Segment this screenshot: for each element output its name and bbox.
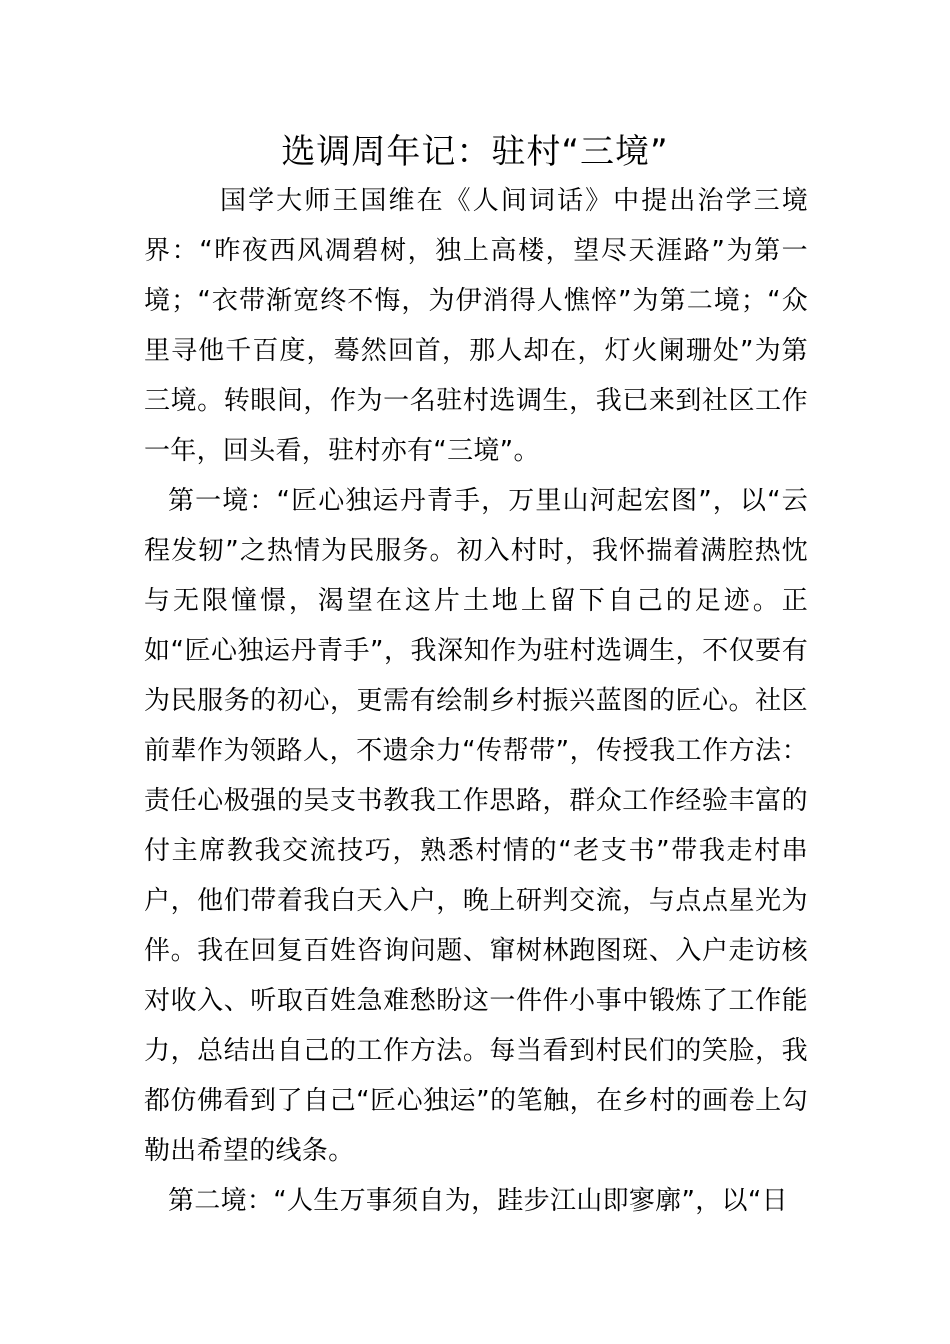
paragraph-first-realm: 第一境：“匠心独运丹青手，万里山河起宏图”，以“云程发轫”之热情为民服务。初入村时，我怀揣着满腔热忱与无限憧憬，渴望在这片土地上留下自己的足迹。正如“匠心独运丹青手”，我深知作为驻村选调生，不仅要有为民服务的初心，更需有绘制乡村振兴蓝图的匠心。社区前辈作为领路人，不遗余力“传帮带”，传授我工作方法：责任心极强的吴支书教我工作思路，群众工作经验丰富的付主席教我交流技巧，熟悉村情的“老支书”带我走村串户，他们带着我白天入户，晚上研判交流，与点点星光为伴。我在回复百姓咨询问题、窜树林跑图斑、入户走访核对收入、听取百姓急难愁盼这一件件小事中锻炼了工作能力，总结出自己的工作方法。每当看到村民们的笑脸，我都仿佛看到了自己“匠心独运”的笔触，在乡村的画卷上勾勒出希望的线条。	[144, 486, 808, 1166]
paragraph-intro: 国学大师王国维在《人间词话》中提出治学三境界：“昨夜西风凋碧树，独上高楼，望尽天涯路”为第一境；“衣带渐宽终不悔，为伊消得人憔悴”为第二境；“众里寻他千百度，蓦然回首，那人却在，灯火阑珊处”为第三境。转眼间，作为一名驻村选调生，我已来到社区工作一年，回头看，驻村亦有“三境”。	[144, 186, 808, 466]
document-title: 选调周年记：驻村“三境”	[281, 132, 669, 172]
paragraph-second-realm: 第二境：“人生万事须自为，跬步江山即寥廓”，以“日	[168, 1186, 788, 1216]
document-body	[144, 176, 808, 1226]
